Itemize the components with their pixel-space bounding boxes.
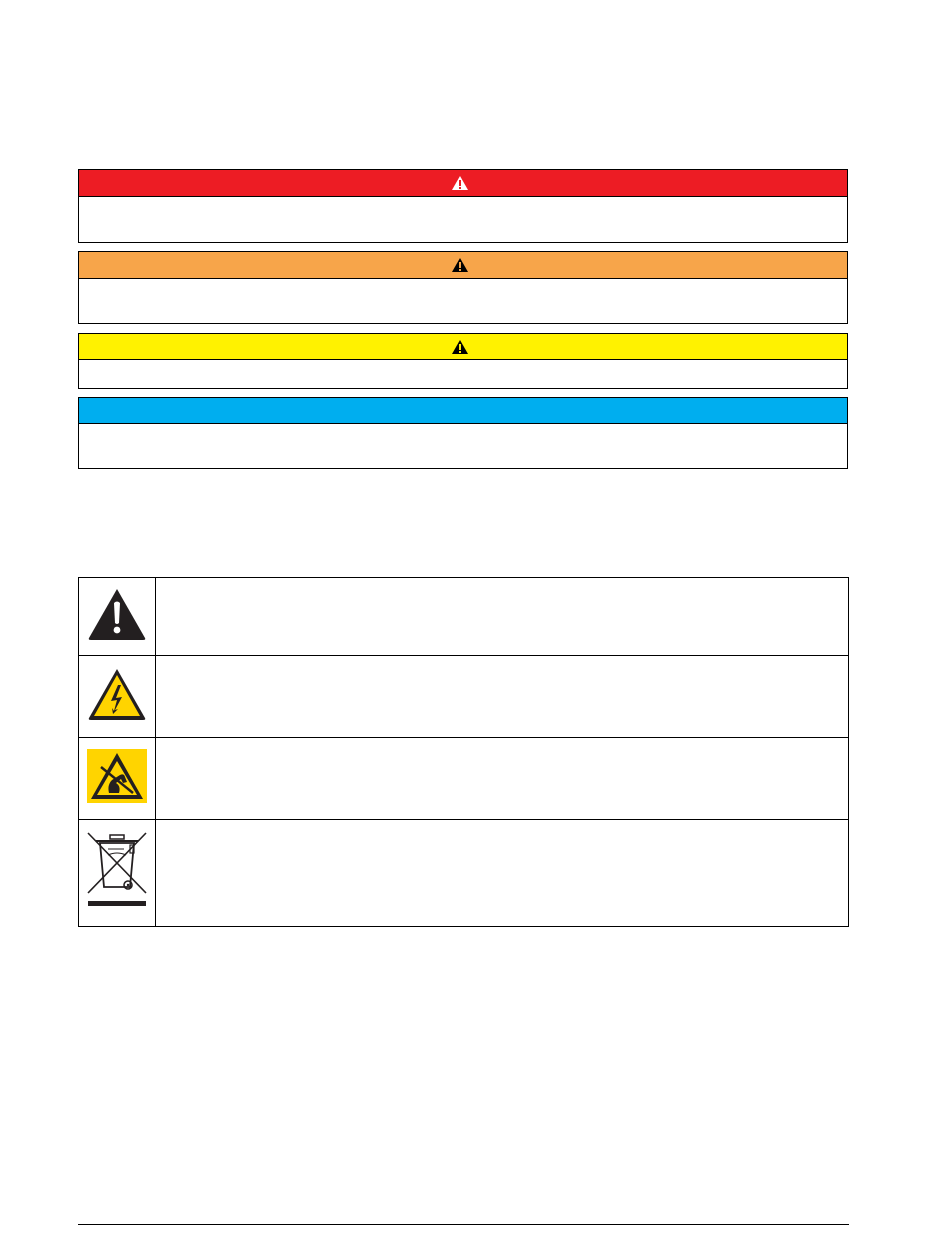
symbol-cell bbox=[79, 738, 156, 820]
warning-triangle-icon bbox=[451, 175, 469, 191]
weee-crossed-bin-icon bbox=[86, 831, 148, 911]
general-warning-icon bbox=[87, 587, 147, 641]
symbol-description bbox=[156, 656, 849, 738]
symbol-description bbox=[156, 578, 849, 656]
precautionary-labels-table bbox=[78, 577, 849, 927]
warning-triangle-icon bbox=[451, 257, 469, 273]
warning-triangle-icon bbox=[451, 339, 469, 355]
warning-text bbox=[79, 279, 847, 291]
electrostatic-discharge-icon bbox=[87, 749, 147, 803]
danger-bar bbox=[79, 170, 847, 197]
danger-notice bbox=[78, 169, 848, 243]
table-row bbox=[79, 820, 849, 927]
table-row bbox=[79, 656, 849, 738]
warning-bar bbox=[79, 252, 847, 279]
symbol-cell bbox=[79, 656, 156, 738]
electrical-shock-hazard-icon bbox=[87, 667, 147, 721]
caution-text bbox=[79, 360, 847, 372]
notice-bar bbox=[79, 398, 847, 424]
table-row bbox=[79, 738, 849, 820]
caution-bar bbox=[79, 334, 847, 360]
warning-notice bbox=[78, 251, 848, 324]
symbol-cell bbox=[79, 820, 156, 927]
footer-rule bbox=[78, 1224, 849, 1225]
symbol-description bbox=[156, 738, 849, 820]
symbol-description bbox=[156, 820, 849, 927]
notice-notice bbox=[78, 397, 848, 469]
danger-text bbox=[79, 197, 847, 209]
notice-text bbox=[79, 424, 847, 436]
table-row bbox=[79, 578, 849, 656]
symbol-cell bbox=[79, 578, 156, 656]
caution-notice bbox=[78, 333, 848, 389]
